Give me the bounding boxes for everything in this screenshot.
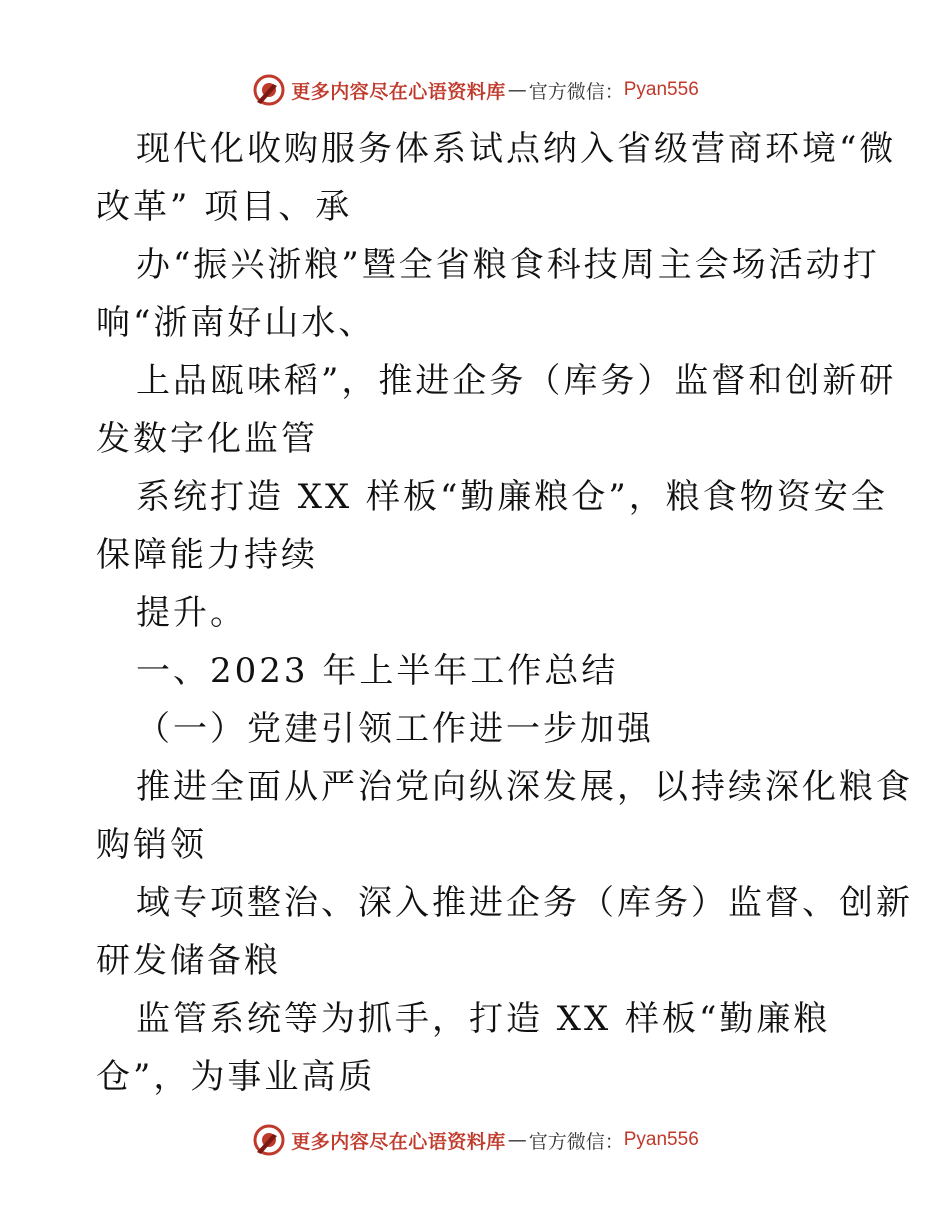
body-line: 上品瓯味稻”，推进企务（库务）监督和创新研	[136, 361, 897, 401]
body-line: 监管系统等为抓手，打造 XX 样板“勤廉粮	[136, 999, 831, 1039]
watermark-id: Pyan556	[623, 79, 699, 100]
watermark-dash: —	[507, 1129, 527, 1151]
body-line: 系统打造 XX 样板“勤廉粮仓”，粮食物资安全	[136, 477, 888, 517]
body-line: 推进全面从严治党向纵深发展，以持续深化粮食	[136, 767, 913, 807]
watermark-dash: —	[507, 79, 527, 101]
pen-logo-icon	[251, 72, 287, 108]
body-line: 改革” 项目、承	[96, 187, 353, 227]
body-line: 办“振兴浙粮”暨全省粮食科技周主会场活动打	[136, 245, 880, 285]
watermark-site-text: 更多内容尽在心语资料库	[291, 1130, 506, 1153]
body-line: 仓”，为事业高质	[96, 1057, 376, 1097]
body-line: 响“浙南好山水、	[96, 303, 376, 343]
body-line: 研发储备粮	[96, 941, 281, 981]
watermark-site-text: 更多内容尽在心语资料库	[291, 80, 506, 103]
body-line: 提升。	[136, 593, 247, 633]
header-watermark	[0, 70, 950, 110]
body-line: 发数字化监管	[96, 419, 318, 459]
footer-watermark	[0, 1120, 950, 1160]
body-line: 域专项整治、深入推进企务（库务）监督、创新	[136, 883, 913, 923]
document-body	[96, 120, 913, 1106]
watermark-label: 官方微信：	[528, 1130, 624, 1153]
watermark-label: 官方微信：	[528, 80, 624, 103]
body-line: 现代化收购服务体系试点纳入省级营商环境“微	[136, 129, 897, 169]
section-heading: 一、2023 年上半年工作总结	[136, 651, 619, 691]
body-line: 购销领	[96, 825, 207, 865]
watermark-id: Pyan556	[623, 1129, 699, 1150]
subsection-heading: （一）党建引领工作进一步加强	[136, 709, 654, 749]
body-line: 保障能力持续	[96, 535, 318, 575]
pen-logo-icon	[251, 1122, 287, 1158]
